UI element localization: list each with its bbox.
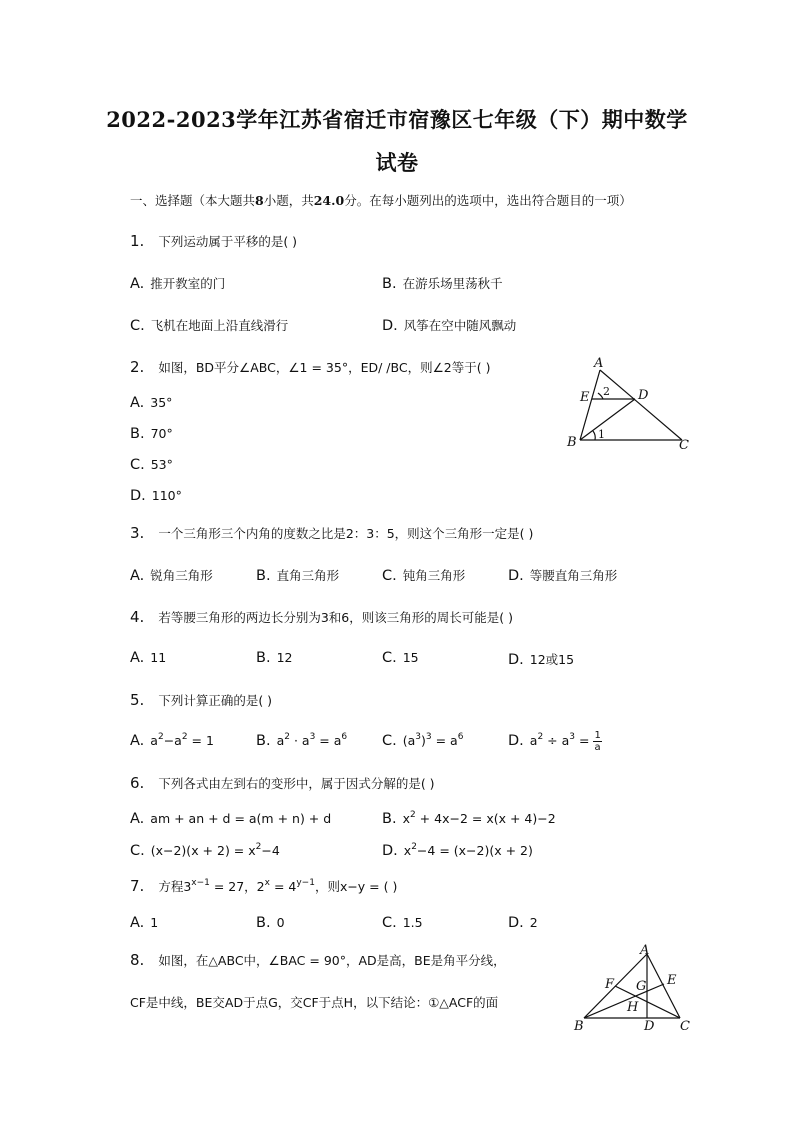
section-heading: 一、选择题（本大题共8小题，共24.0分。在每小题列出的选项中，选出符合题目的一项）	[130, 193, 632, 208]
q5-option-a[interactable]: A. $a^2-a^2 = 1$	[130, 732, 214, 749]
page-title-line2: 试卷	[375, 150, 419, 175]
q3-option-d[interactable]: D. 等腰直角三角形	[508, 568, 618, 584]
q2-option-a[interactable]: A. 35°	[130, 395, 173, 411]
question-6: 6. 下列各式由左到右的变形中，属于因式分解的是( )	[130, 774, 435, 792]
page-title-line1: 2022-2023学年江苏省宿迁市宿豫区七年级（下）期中数学	[106, 107, 688, 132]
q2-label-d: D	[638, 388, 649, 403]
question-4: 4. 若等腰三角形的两边长分别为3和6，则该三角形的周长可能是( )	[130, 608, 513, 626]
q2-label-angle2: 2	[603, 385, 610, 398]
q2-label-a: A	[594, 356, 604, 371]
q1-option-b[interactable]: B. 在游乐场里荡秋千	[382, 276, 503, 292]
q4-option-d[interactable]: D. 12或15	[508, 652, 575, 668]
fraction: $\frac{1}{a}$	[594, 730, 601, 753]
q6-option-d[interactable]: D. $x^2-4 = (x-2)(x + 2)$	[382, 842, 533, 859]
q8-label-a: A	[640, 944, 650, 958]
q2-label-e: E	[580, 390, 590, 405]
q7-option-b[interactable]: B. 0	[256, 915, 285, 931]
q2-line-ac	[600, 370, 682, 440]
q8-label-e: E	[667, 973, 677, 988]
q5-option-c[interactable]: C. $(a^3)^3 = a^6$	[382, 732, 464, 749]
q2-label-b: B	[567, 435, 577, 450]
q1-option-a[interactable]: A. 推开教室的门	[130, 276, 226, 292]
q2-angle1-arc	[593, 431, 595, 440]
q2-option-c[interactable]: C. 53°	[130, 457, 173, 473]
q1-option-c[interactable]: C. 飞机在地面上沿直线滑行	[130, 318, 289, 334]
q3-option-a[interactable]: A. 锐角三角形	[130, 568, 213, 584]
q2-triangle-figure	[560, 352, 700, 457]
question-7: 7. 方程$3^{x-1} = 27$，$2^x = 4^{y-1}$，则x−y = ( )	[130, 877, 398, 895]
q2-option-d[interactable]: D. 110°	[130, 488, 182, 504]
q5-option-d[interactable]: D. $a^2 \div a^3$ = $\frac{1}{a}$	[508, 730, 601, 753]
q8-label-b: B	[574, 1019, 584, 1034]
question-8-continued: CF是中线，BE交AD于点G，交CF于点H，以下结论：①△ACF的面	[130, 995, 499, 1010]
q7-option-d[interactable]: D. 2	[508, 915, 538, 931]
question-1: 1. 下列运动属于平移的是( )	[130, 232, 298, 250]
q2-option-b[interactable]: B. 70°	[130, 426, 173, 442]
question-2: 2. 如图，BD平分∠ABC，∠1 = 35°，ED/ /BC，则∠2等于( )	[130, 358, 491, 376]
q8-triangle-figure	[570, 944, 700, 1036]
q2-line-bd	[580, 399, 635, 440]
q8-label-g: G	[636, 979, 647, 994]
q6-option-b[interactable]: B. $x^2 + 4x-2 = x(x + 4)-2$	[382, 810, 556, 827]
question-8: 8. 如图，在△ABC中，∠BAC = 90°，AD是高，BE是角平分线，	[130, 951, 506, 969]
question-5: 5. 下列计算正确的是( )	[130, 691, 273, 709]
q2-label-c: C	[679, 438, 689, 453]
q7-option-c[interactable]: C. 1.5	[382, 915, 423, 931]
q8-label-f: F	[605, 977, 615, 992]
q3-option-b[interactable]: B. 直角三角形	[256, 568, 340, 584]
q1-option-d[interactable]: D. 风筝在空中随风飘动	[382, 318, 517, 334]
q4-option-c[interactable]: C. 15	[382, 650, 419, 666]
q6-option-c[interactable]: C. $(x-2)(x + 2) = x^2-4$	[130, 842, 280, 859]
q5-option-b[interactable]: B. $a^2 \cdot a^3 = a^6$	[256, 732, 348, 749]
q3-option-c[interactable]: C. 钝角三角形	[382, 568, 466, 584]
q8-line-be	[584, 984, 664, 1018]
q8-label-h: H	[627, 1000, 639, 1015]
q4-option-a[interactable]: A. 11	[130, 650, 167, 666]
q8-label-c: C	[680, 1019, 690, 1034]
question-3: 3. 一个三角形三个内角的度数之比是2：3：5，则这个三角形一定是( )	[130, 524, 534, 542]
q4-option-b[interactable]: B. 12	[256, 650, 293, 666]
q8-label-d: D	[644, 1019, 655, 1034]
q2-label-angle1: 1	[598, 428, 605, 441]
q6-option-a[interactable]: A. am + an + d = a(m + n) + d	[130, 811, 332, 827]
q2-line-ab	[580, 370, 600, 440]
q7-option-a[interactable]: A. 1	[130, 915, 159, 931]
